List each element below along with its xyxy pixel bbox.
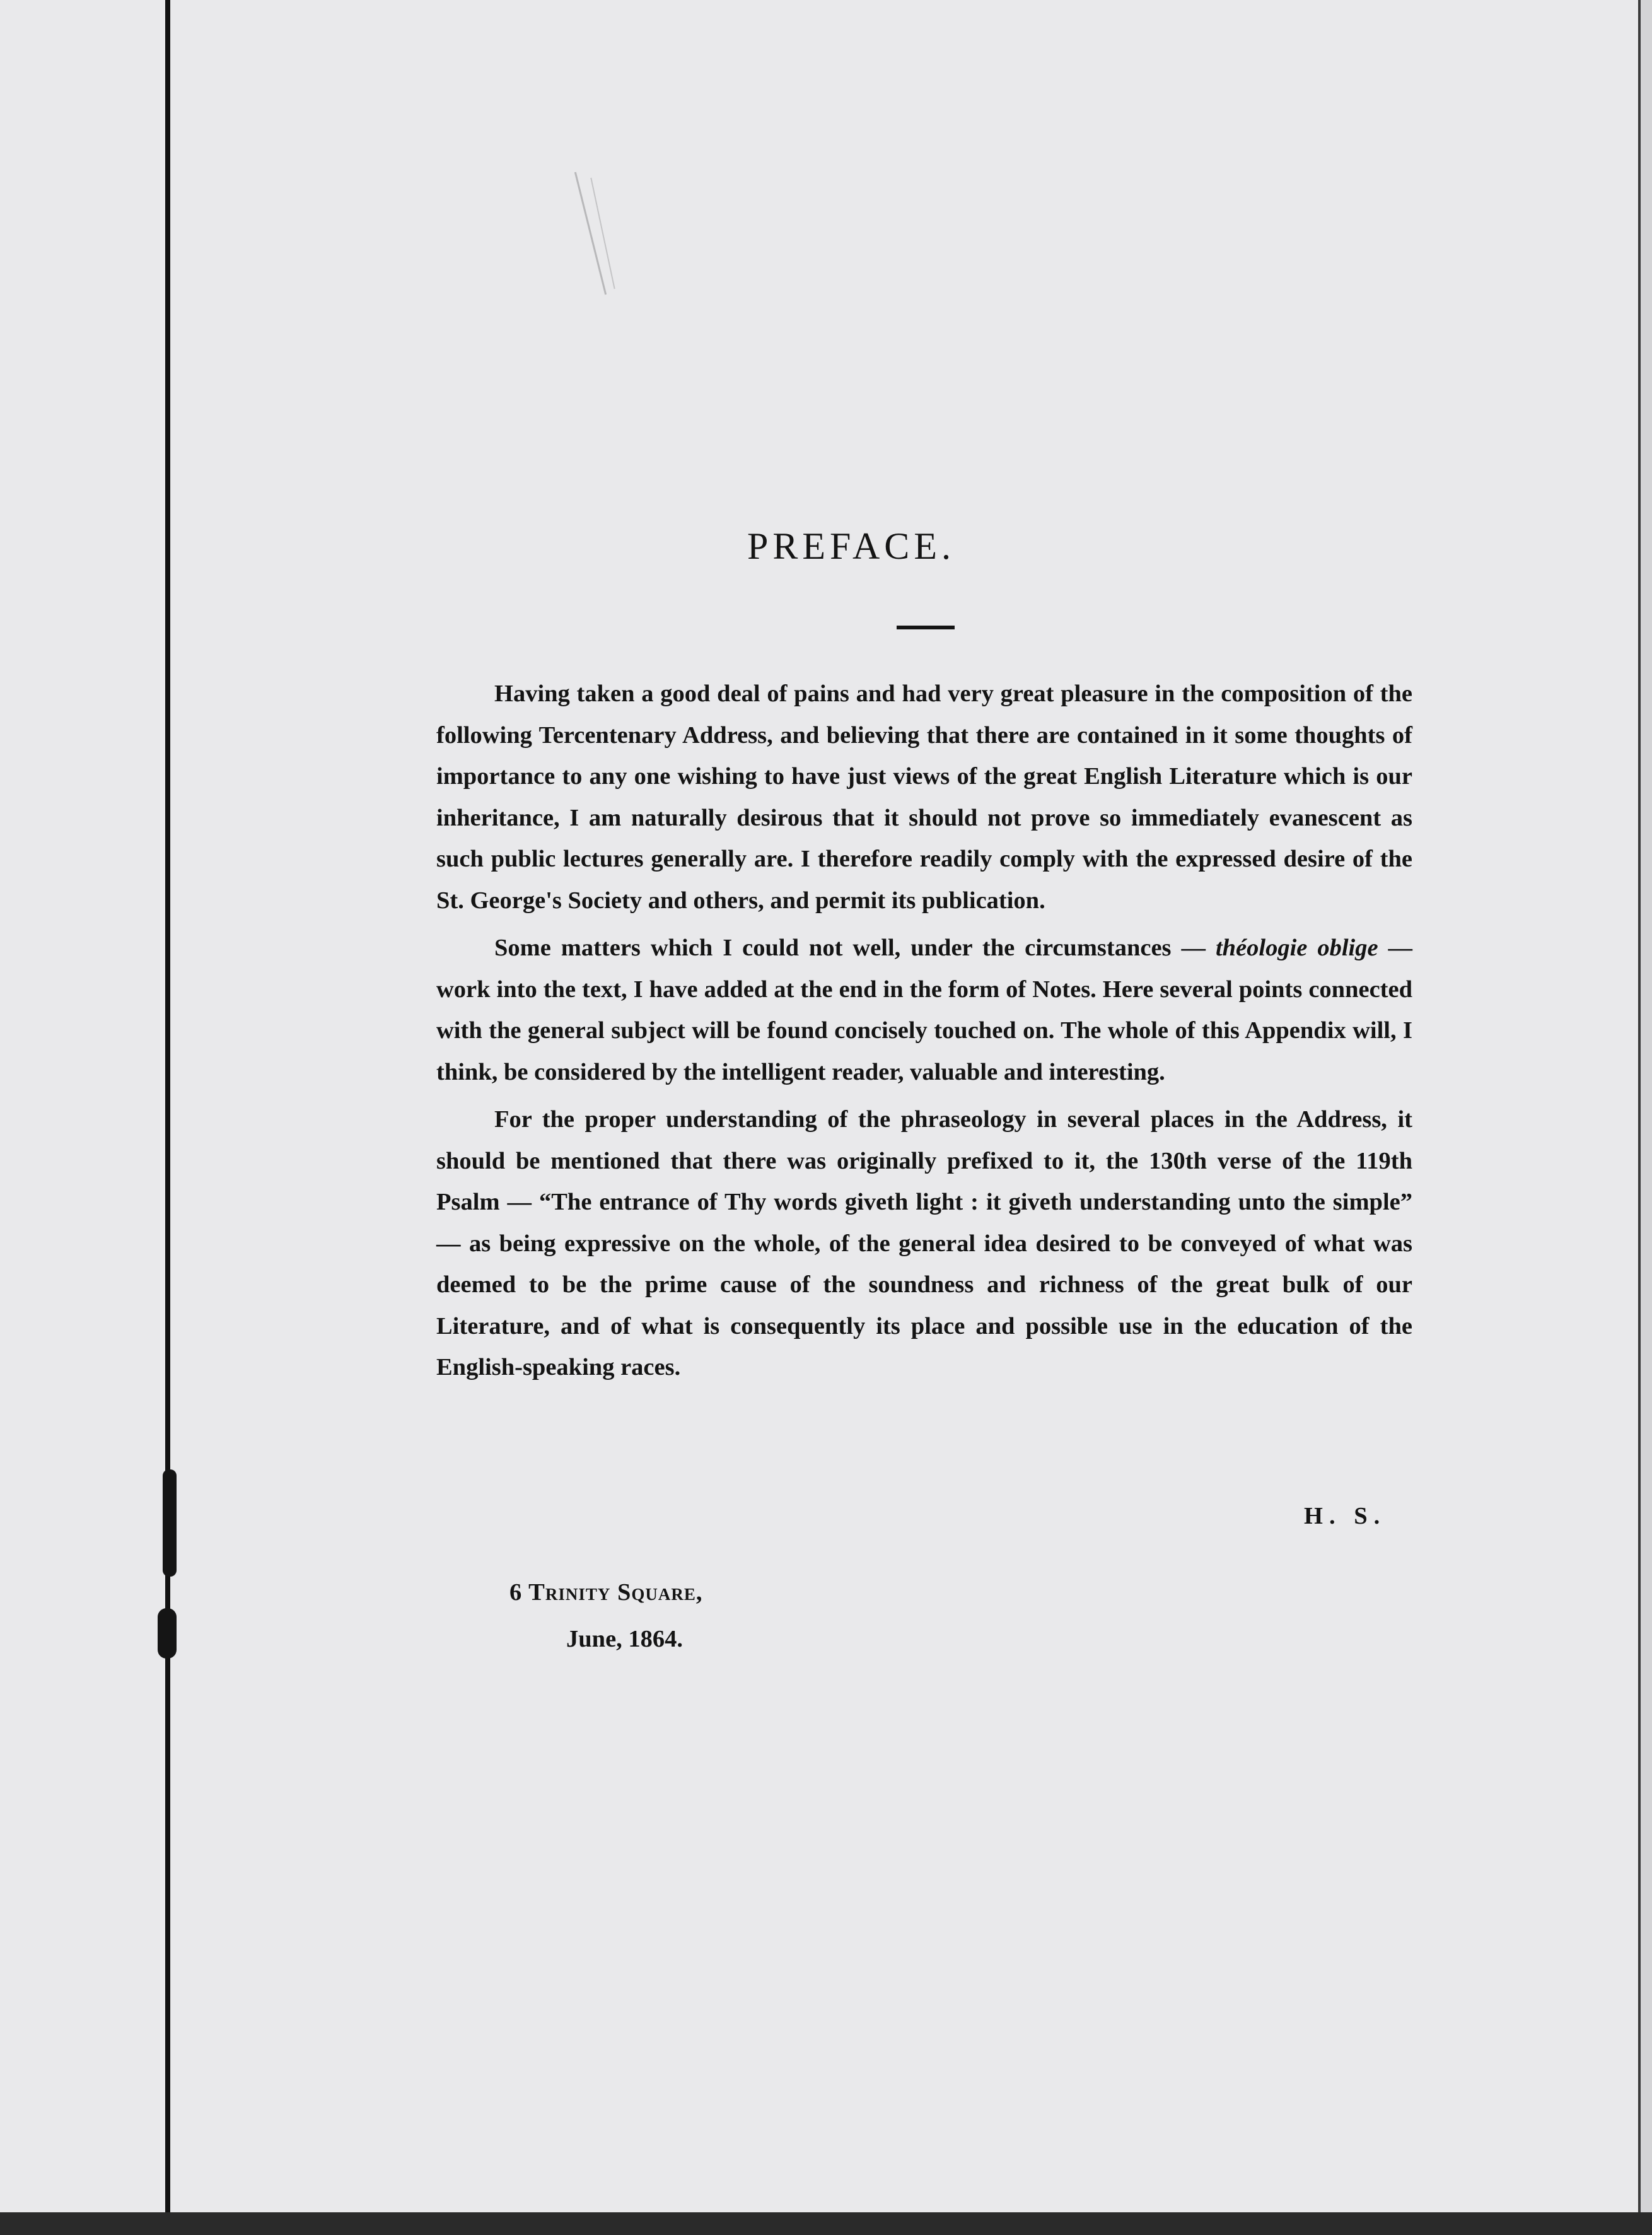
paragraph-2-start: Some matters which I could not well, under the circumstances — <box>494 935 1216 961</box>
spine-shadow <box>165 0 170 2235</box>
page-edge <box>1641 0 1652 2235</box>
paragraph-2 <box>436 928 1412 1093</box>
preface-body <box>436 674 1412 1395</box>
binding-mark <box>163 1469 177 1577</box>
binding-mark <box>158 1608 177 1659</box>
date-line: June, 1864. <box>566 1626 683 1652</box>
scan-scratch <box>590 178 615 289</box>
address-line: 6 Trinity Square, <box>509 1579 703 1606</box>
title-rule <box>897 626 955 629</box>
paragraph-1: Having taken a good deal of pains and had very great pleasure in the composition of the following Tercentenary Address, and believing that there are contained in it some thoughts of importance to any one wishing to have just views of the great English Literature which is our inheritance, I am naturally desirous that it should not prove so immediately evanescent as such public lectures generally are. I therefore readily comply with the expressed desire of the St. George's Society and others, and permit its publication. <box>436 680 1412 914</box>
italic-phrase: théologie oblige <box>1215 935 1378 961</box>
paragraph-2-end: — work into the text, I have added at the end in the form of Notes. Here several points connected with the general subject will be found concisely touched on. The whole of this Appendix will, I think, be considered by the intelligent reader, valuable and interesting. <box>436 935 1412 1085</box>
page-title: PREFACE. <box>747 525 955 567</box>
dateline <box>509 1569 703 1662</box>
page-bottom-edge <box>0 2212 1652 2235</box>
paragraph-3: For the proper understanding of the phraseology in several places in the Address, it should be mentioned that there was originally prefixed to it, the 130th verse of the 119th Psalm — “The entrance of Thy words giveth light : it giveth understanding unto the simple” — as being expressive on the whole, of the general idea desired to be conveyed of what was deemed to be the prime cause of the soundness and richness of the great bulk of our Literature, and of what is consequently its place and possible use in the education of the English-speaking races. <box>436 1106 1412 1380</box>
author-initials: H. S. <box>1304 1503 1387 1529</box>
